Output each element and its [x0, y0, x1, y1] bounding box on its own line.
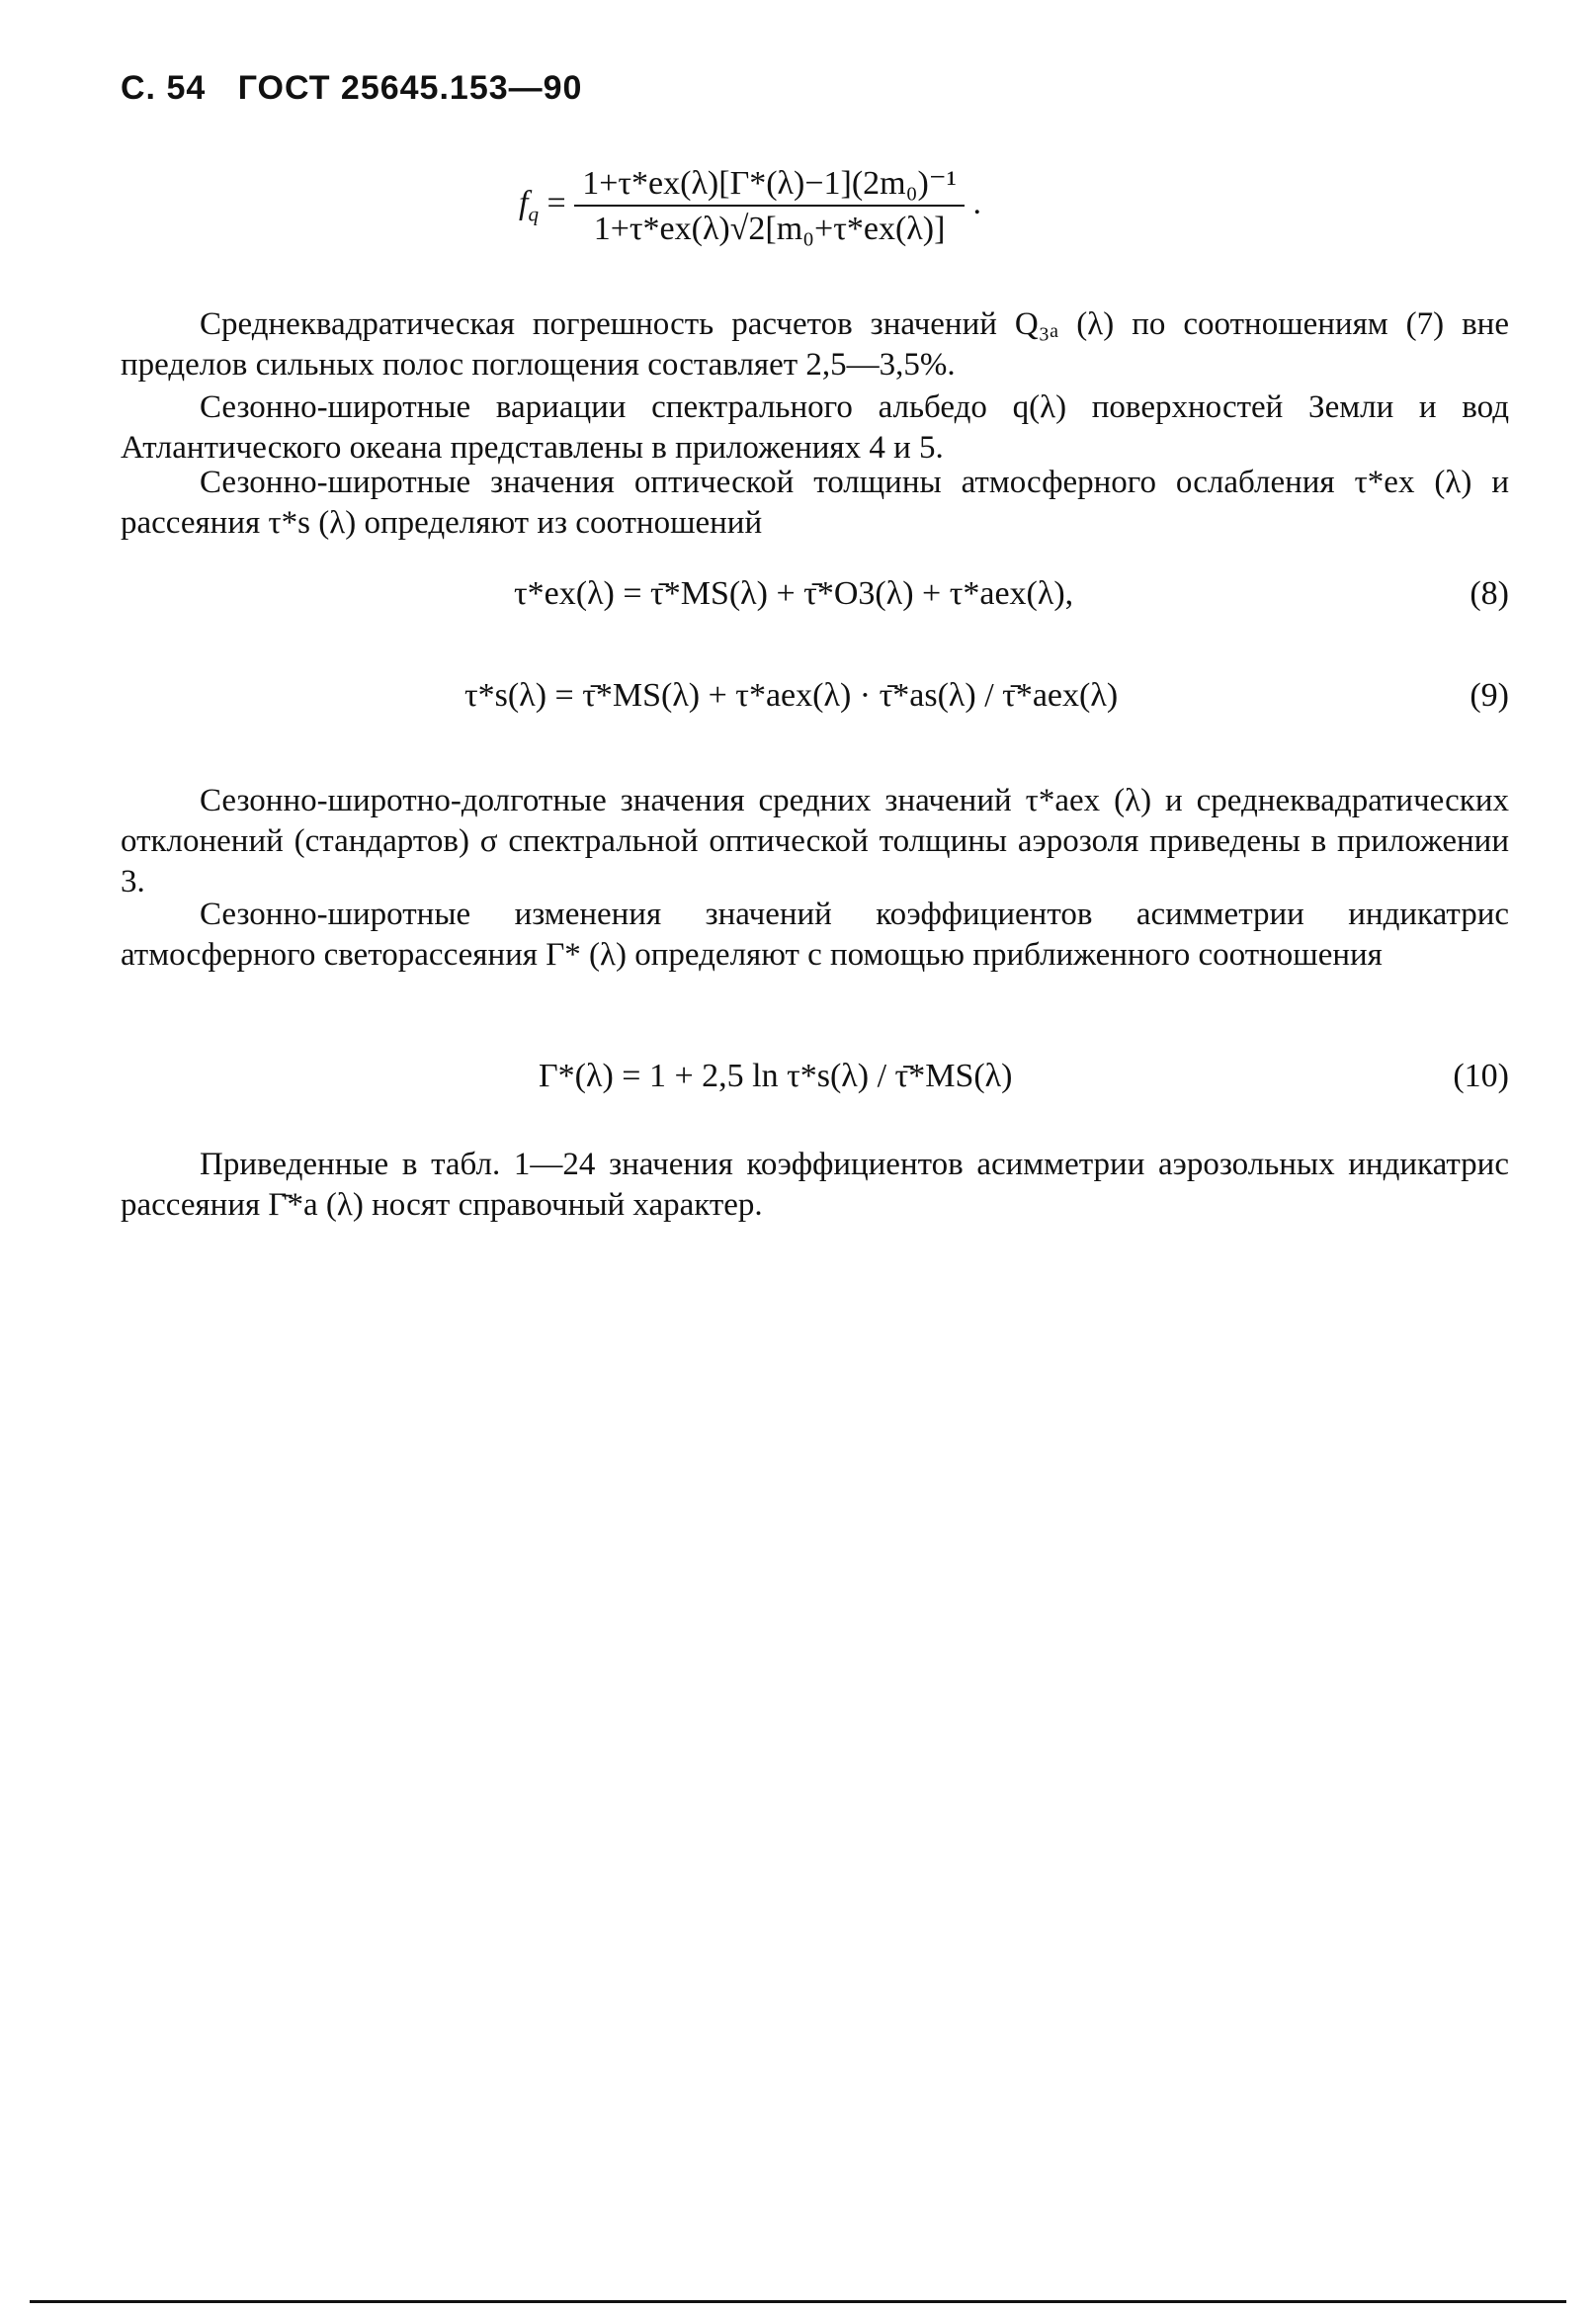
formula-8: τ*ex(λ) = τ̄*MS(λ) + τ̄*O3(λ) + τ*aex(λ),	[514, 575, 1074, 612]
formula-fq-lhs: f	[519, 184, 529, 221]
standard-number: ГОСТ 25645.153—90	[237, 69, 583, 107]
formula-fq-numerator: 1+τ*ex(λ)[Γ*(λ)−1](2m₀)⁻¹	[574, 163, 965, 207]
formula-9: τ*s(λ) = τ̄*MS(λ) + τ*aex(λ) · τ̄*as(λ) / τ̄*aex(λ)	[464, 677, 1119, 714]
formula-fq: $f_q$ = $\frac{\text{1+τ*ex(λ)[Γ*(λ)−1](2m₀)⁻¹}}{\text{1+τ*ex(λ)√2[m₀+τ*ex(λ)]}}$ .	[519, 165, 981, 247]
paragraph-optical-depth: Сезонно-широтные значения оптической толщины атмосферного ослабления τ*ex (λ) и рассеяния τ*s (λ) определяют из соотношений	[121, 465, 1509, 541]
formula-9-number: (9)	[1470, 677, 1509, 714]
formula-10-number: (10)	[1453, 1058, 1509, 1094]
paragraph-reference: Приведенные в табл. 1—24 значения коэффициентов асимметрии аэрозольных индикатрис рассеяния Γ̄*a (λ) носят справочный характер.	[121, 1147, 1509, 1223]
formula-10: Γ*(λ) = 1 + 2,5 ln τ*s(λ) / τ̄*MS(λ)	[539, 1058, 1013, 1094]
formula-fq-denominator: 1+τ*ex(λ)√2[m₀+τ*ex(λ)]	[593, 211, 946, 247]
paragraph-asymmetry: Сезонно-широтные изменения значений коэффициентов асимметрии индикатрис атмосферного светорассеяния Γ* (λ) определяют с помощью приближенного соотношения	[121, 897, 1509, 973]
paragraph-error: Среднеквадратическая погрешность расчетов значений Q₃ₐ (λ) по соотношениям (7) вне пределов сильных полос поглощения составляет 2,5—3,5%.	[121, 306, 1509, 383]
paragraph-albedo: Сезонно-широтные вариации спектрального альбедо q(λ) поверхностей Земли и вод Атлантического океана представлены в приложениях 4 и 5.	[121, 389, 1509, 466]
page-label: С. 54	[121, 69, 207, 107]
formula-fq-lhs-sub: q	[528, 202, 539, 226]
formula-8-number: (8)	[1470, 575, 1509, 612]
bottom-rule	[30, 2300, 1566, 2303]
page-header	[121, 69, 604, 108]
formula-fq-fraction	[574, 163, 965, 248]
paragraph-aerosol: Сезонно-широтно-долготные значения средних значений τ*aex (λ) и среднеквадратических отклонений (стандартов) σ спектральной оптической толщины аэрозоля приведены в приложении 3.	[121, 783, 1509, 900]
